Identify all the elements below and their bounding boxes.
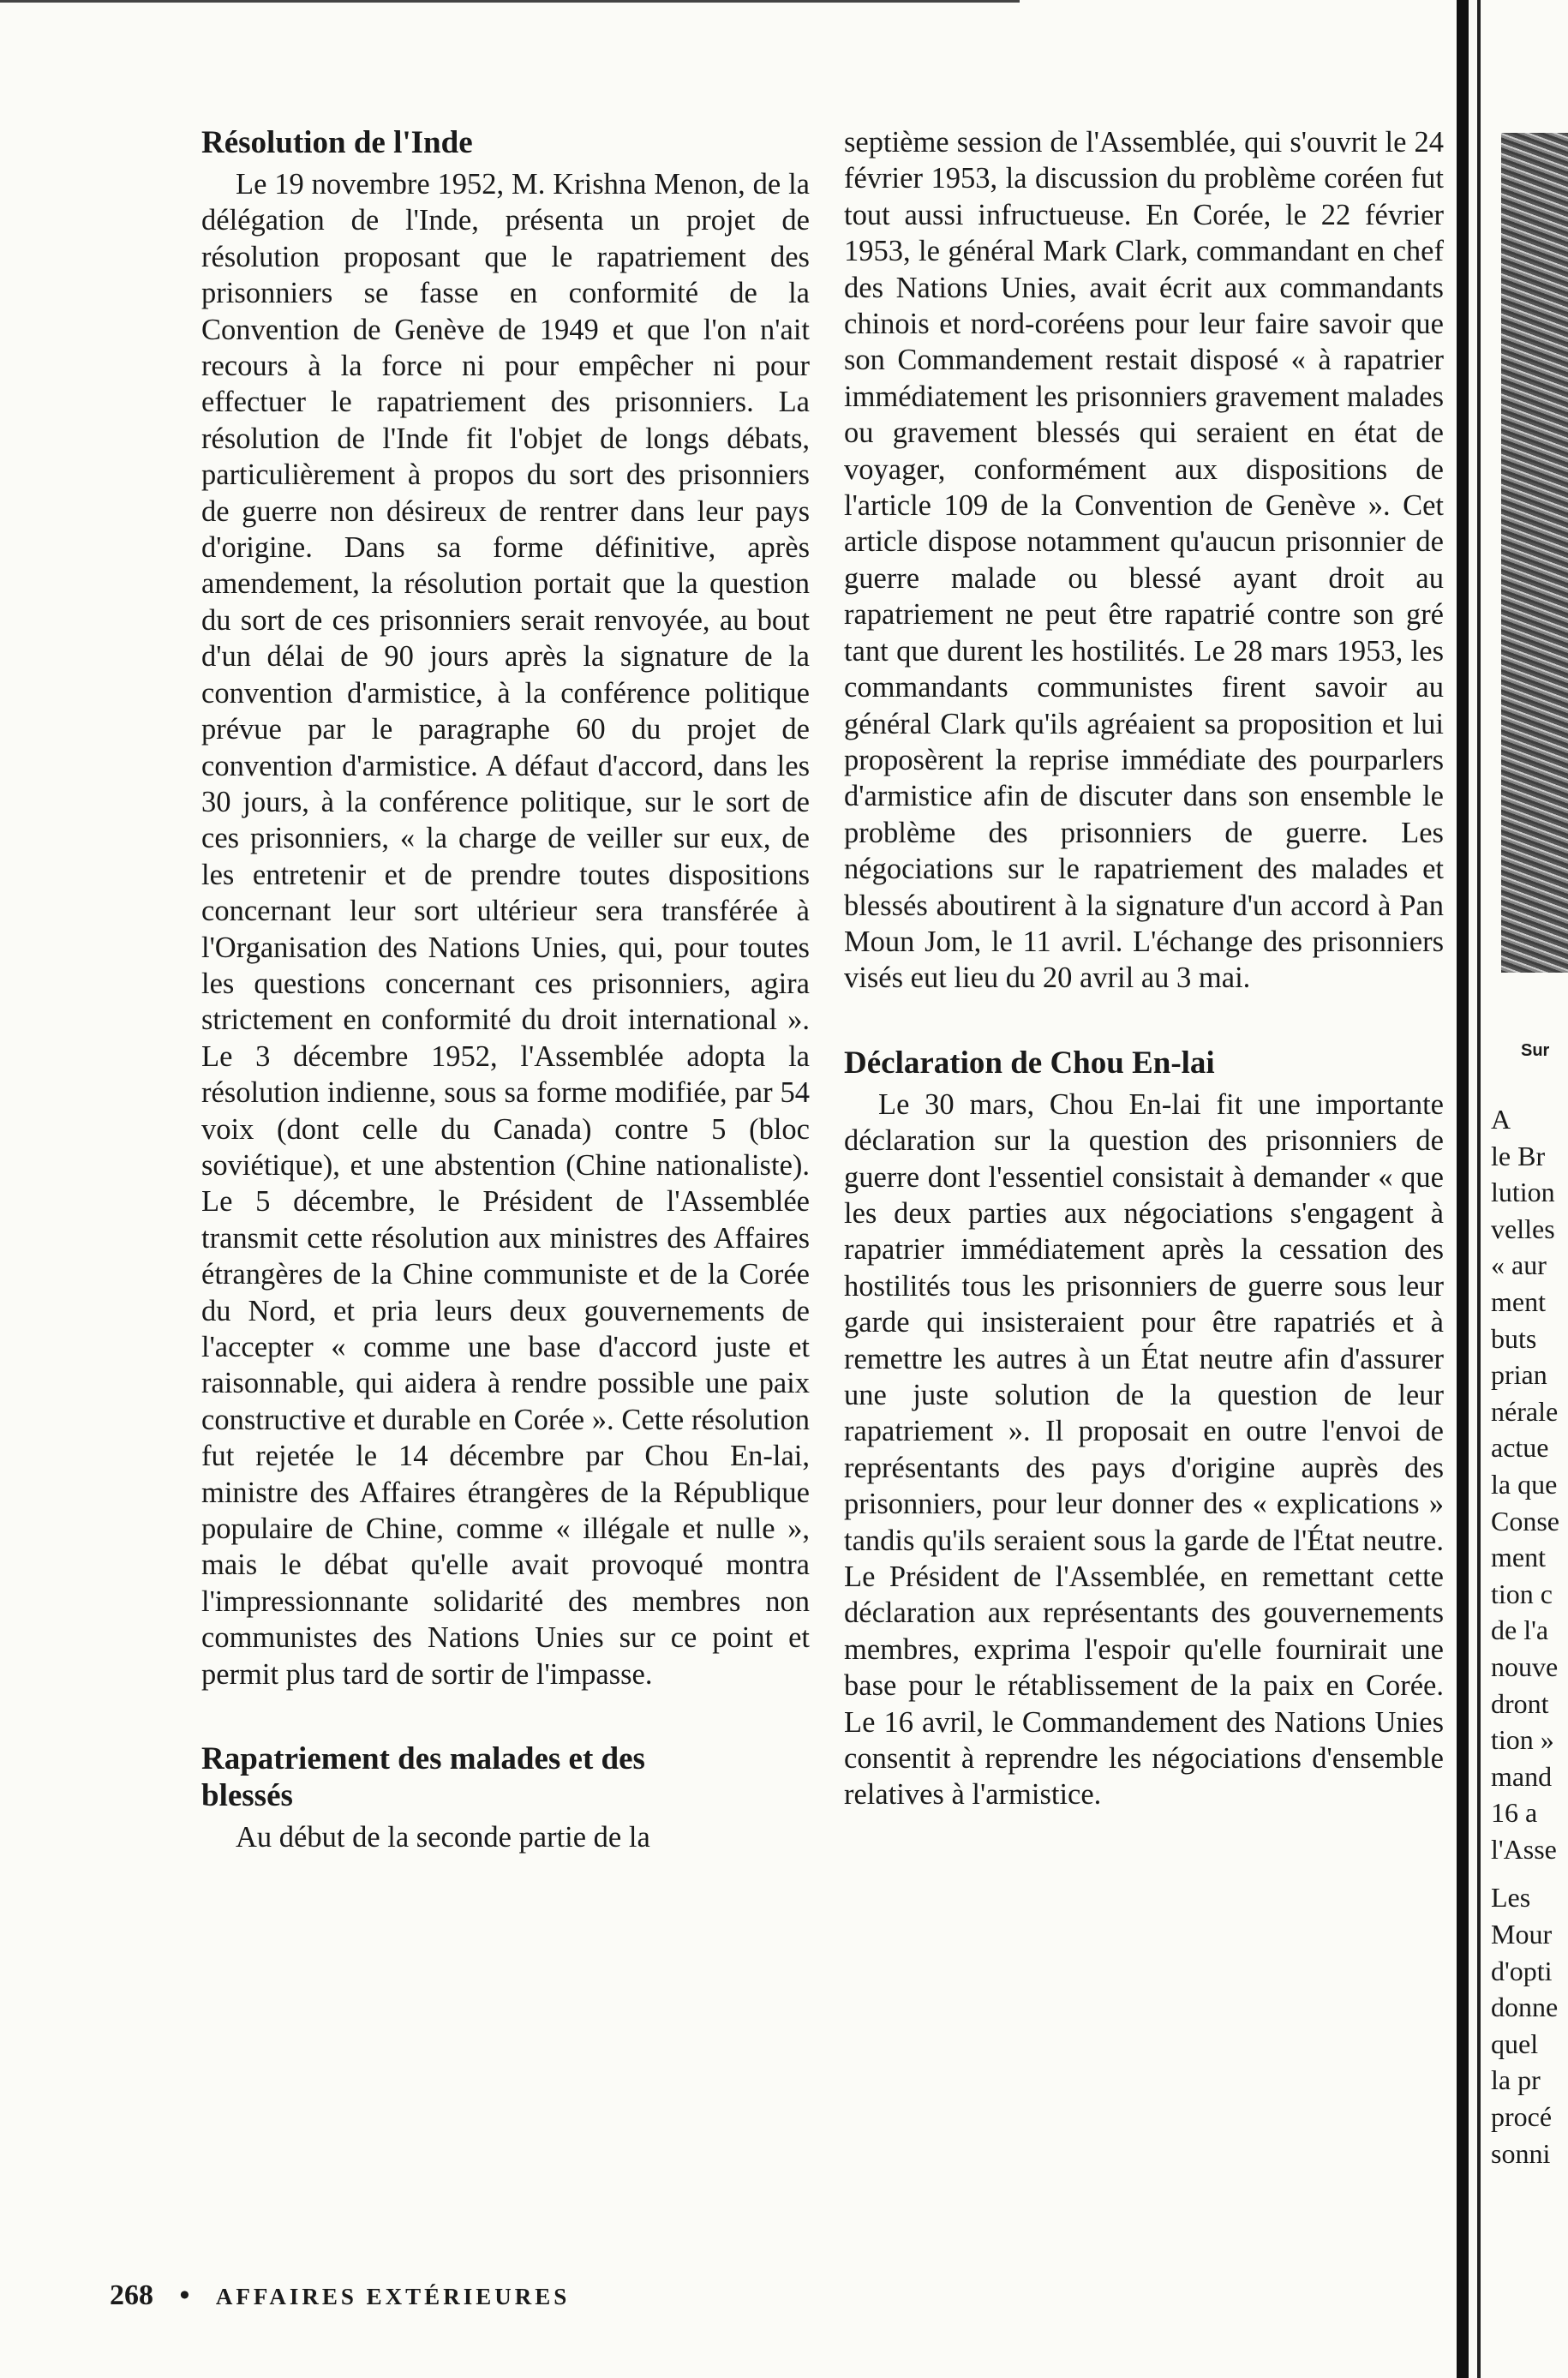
fragment-line: l'Asse	[1491, 1833, 1557, 1865]
fragment-line: Conse	[1491, 1505, 1559, 1536]
fragment-line: tion »	[1491, 1724, 1554, 1756]
paragraph-declaration-chou: Le 30 mars, Chou En-lai fit une importante déclaration sur la question des prisonniers de guerre dont l'essentiel consistait à demander « que les deux parties aux négociations s'engagent à rapatrier immédiatement après la cessation des hostilités tous les prisonniers de guerre sous leur garde qui insisteraient pour être rapatriés et à remettre les autres à un État neutre afin d'assurer une juste solution de la question de leur rapatriement ». Il proposait en outre l'envoi de représentants des pays d'origine auprès des prisonniers, pour leur donner des « explications » tandis qu'ils seraient sous la garde de l'État neutre. Le Président de l'Assemblée, en remettant cette déclaration aux représentants des gouvernements membres, exprima l'espoir qu'elle fournirait une base pour le rétablissement de la paix en Corée. Le 16 avril, le Commandement des Nations Unies consentit à reprendre les négociations d'ensemble relatives à l'armistice.	[844, 1087, 1444, 1812]
spacer	[844, 997, 1444, 1045]
paragraph-septieme-session: septième session de l'Assemblée, qui s'ouvrit le 24 février 1953, la discussion du problème coréen fut tout aussi infructueuse. En Corée, le 22 février 1953, le général Mark Clark, commandant en chef des Nations Unies, avait écrit aux commandants chinois et nord-coréens pour leur faire savoir que son Commandement restait disposé « à rapatrier immédiatement les prisonniers gravement malades ou gravement blessés qui seraient en état de voyager, conformément aux dispositions de l'article 109 de la Convention de Genève ». Cet article dispose notamment qu'aucun prisonnier de guerre malade ou blessé ayant droit au rapatriement ne peut être rapatrié contre son gré tant que durent les hostilités. Le 28 mars 1953, les commandants communistes firent savoir au général Clark qu'ils agréaient sa proposition et lui proposèrent la reprise immédiate des pourparlers d'armistice afin de discuter dans son ensemble le problème des prisonniers de guerre. Les négociations sur le rapatriement des malades et blessés aboutirent à la signature d'un accord à Pan Moun Jom, le 11 avril. L'échange des prisonniers visés eut lieu du 20 avril au 3 mai.	[844, 126, 1444, 995]
photo-fragment	[1501, 133, 1568, 973]
fragment-line: actue	[1491, 1432, 1549, 1464]
column-divider	[1457, 0, 1469, 2378]
page-number: 268	[110, 2279, 153, 2311]
next-page-fragment	[1491, 1101, 1568, 2171]
paragraph-rapatriement: Au début de la seconde partie de la	[236, 1821, 650, 1854]
fragment-line: ment	[1491, 1285, 1546, 1317]
fragment-line: mand	[1491, 1760, 1553, 1792]
photo-caption: Sur	[1521, 1041, 1550, 1060]
fragment-line: ment	[1491, 1542, 1546, 1573]
fragment-line: Mour	[1491, 1919, 1553, 1950]
spacer	[201, 1692, 810, 1740]
fragment-line: sonni	[1491, 2137, 1551, 2169]
fragment-line: procé	[1491, 2101, 1553, 2133]
heading-declaration-chou: Déclaration de Chou En-lai	[844, 1045, 1215, 1081]
page-footer	[110, 2279, 570, 2312]
fragment-line: nérale	[1491, 1395, 1559, 1427]
fragment-line: la que	[1491, 1468, 1558, 1500]
footer-bullet: •	[179, 2279, 190, 2311]
fragment-line: lution	[1491, 1177, 1555, 1208]
fragment-line: la pr	[1491, 2064, 1541, 2096]
fragment-line: buts	[1491, 1322, 1537, 1354]
fragment-line: prian	[1491, 1359, 1547, 1391]
fragment-line: nouve	[1491, 1650, 1559, 1682]
fragment-line: de l'a	[1491, 1614, 1549, 1646]
heading-rapatriement: Rapatriement des malades et des blessés	[201, 1741, 645, 1814]
fragment-line: Les	[1491, 1882, 1531, 1914]
journal-title: AFFAIRES EXTÉRIEURES	[215, 2284, 571, 2309]
fragment-line: donne	[1491, 1992, 1559, 2023]
fragment-line: A	[1491, 1104, 1511, 1135]
fragment-line: dront	[1491, 1687, 1549, 1719]
fragment-line: velles	[1491, 1213, 1555, 1244]
left-column	[201, 124, 810, 1855]
fragment-line: quel	[1491, 2028, 1539, 2059]
fragment-line: d'opti	[1491, 1955, 1553, 1986]
fragment-line: 16 a	[1491, 1797, 1538, 1829]
heading-resolution-inde: Résolution de l'Inde	[201, 125, 473, 160]
fragment-line: le Br	[1491, 1140, 1546, 1171]
top-rule	[0, 0, 1020, 3]
fragment-line: tion c	[1491, 1578, 1553, 1609]
column-divider-thin	[1477, 0, 1481, 2378]
right-column	[844, 124, 1444, 1813]
fragment-line: « aur	[1491, 1249, 1547, 1281]
paragraph-resolution-inde: Le 19 novembre 1952, M. Krishna Menon, de la délégation de l'Inde, présenta un projet de résolution proposant que le rapatriement des prisonniers se fasse en conformité de la Convention de Genève de 1949 et que l'on n'ait recours à la force ni pour empêcher ni pour effectuer le rapatriement des prisonniers. La résolution de l'Inde fit l'objet de longs débats, particulièrement à propos du sort des prisonniers de guerre non désireux de rentrer dans leur pays d'origine. Dans sa forme définitive, après amendement, la résolution portait que la question du sort de ces prisonniers serait renvoyée, au bout d'un délai de 90 jours après la signature de la convention d'armistice, à la conférence politique prévue par le paragraphe 60 du projet de convention d'armistice. A défaut d'accord, dans les 30 jours, à la conférence politique, sur le sort de ces prisonniers, « la charge de veiller sur eux, de les entretenir et de prendre toutes dispositions concernant leur sort ultérieur sera transférée à l'Organisation des Nations Unies, qui, pour toutes les questions concernant ces prisonniers, agira strictement en conformité du droit international ». Le 3 décembre 1952, l'Assemblée adopta la résolution indienne, sous sa forme modifiée, par 54 voix (dont celle du Canada) contre 5 (bloc soviétique), et une abstention (Chine nationaliste). Le 5 décembre, le Président de l'Assemblée transmit cette résolution aux ministres des Affaires étrangères de la Chine communiste et de la Corée du Nord, et pria leurs deux gouvernements de l'accepter « comme une base d'accord juste et raisonnable, qui aidera à rendre possible une paix constructive et durable en Corée ». Cette résolution fut rejetée le 14 décembre par Chou En-lai, ministre des Affaires étrangères de la République populaire de Chine, comme « illégale et nulle », mais le débat qu'elle avait provoqué montra l'impressionnante solidarité des membres non communistes des Nations Unies sur ce point et permit plus tard de sortir de l'impasse.	[201, 168, 810, 1691]
